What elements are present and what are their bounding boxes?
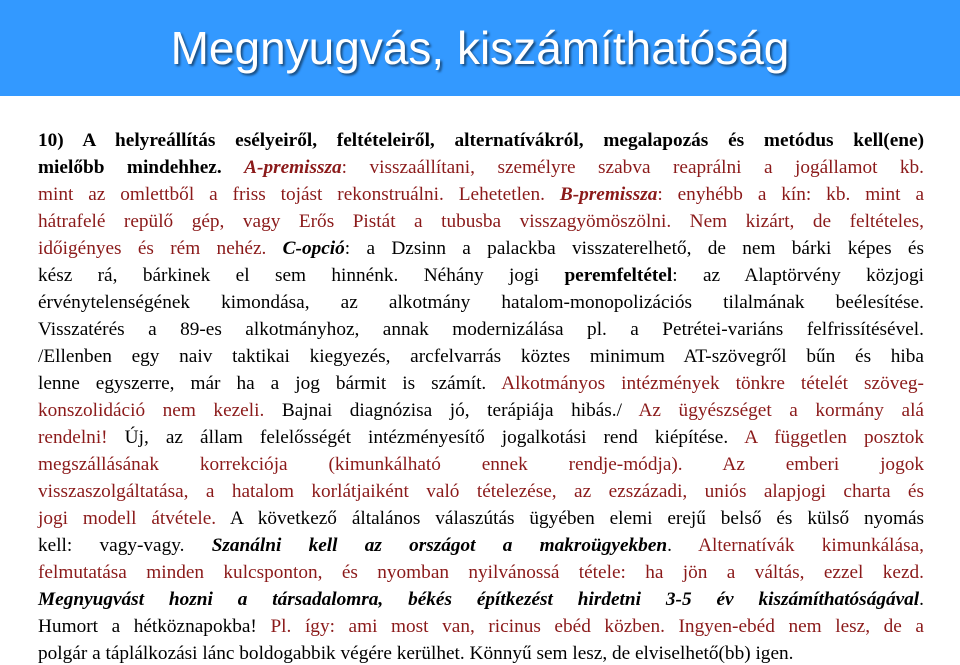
term-c-opcio: C-opció (282, 238, 345, 259)
paragraph-line (38, 505, 924, 532)
paragraph-line (38, 532, 924, 559)
body-text (38, 127, 924, 665)
text-run: jogi modell átvétele. (38, 508, 217, 529)
text-run: visszaszolgáltatása, a hatalom korlátjaiként való tételezése, az ezszázadi, uniós alapjogi charta és (38, 481, 924, 502)
text-run: Visszatérés a 89-es alkotmányhoz, annak modernizálása pl. a Petrétei-variáns felfrissítésével. (38, 319, 924, 340)
text-run: Új, az állam felelősségét intézményesítő jogalkotási rend kiépítése. (124, 427, 729, 448)
text-run: 10) A helyreállítás esélyeiről, feltételeiről, alternatívákról, megalapozás és metódus kell(ene) (38, 130, 924, 151)
text-run: Bajnai diagnózisa jó, terápiája hibás./ (281, 400, 622, 421)
paragraph-line (38, 478, 924, 505)
paragraph-line (38, 397, 924, 424)
emphasis-megnyugvast: Megnyugvást hozni a társadalomra, békés építkezést hirdetni 3-5 év kiszámíthatóságával (38, 589, 920, 610)
paragraph-line (38, 559, 924, 586)
text-run: felmutatása minden kulcsponton, és nyomban nyilvánossá tétele: ha jön a váltás, ezzel kezd. (38, 562, 924, 583)
text-run: : a Dzsinn a palackba visszaterelhető, de nem bárki képes és (344, 238, 924, 259)
paragraph-line (38, 127, 924, 154)
paragraph-line (38, 451, 924, 478)
text-run: Alternatívák kimunkálása, (698, 535, 924, 556)
text-run: mint az omlettből a friss tojást rekonstruálni. Lehetetlen. (38, 184, 545, 205)
text-run: érvénytelenségének kimondása, az alkotmány hatalom-monopolizációs tilalmának beélesítése. (38, 292, 924, 313)
paragraph-line (38, 316, 924, 343)
text-run: : enyhébb a kín: kb. mint a (657, 184, 924, 205)
paragraph-line (38, 613, 924, 640)
paragraph-line (38, 154, 924, 181)
text-run: konszolidáció nem kezeli. (38, 400, 265, 421)
text-run: rendelni! (38, 427, 108, 448)
paragraph-line (38, 424, 924, 451)
text-run: . (667, 535, 672, 556)
text-run: Pl. így: ami most van, ricinus ebéd közben. Ingyen-ebéd nem lesz, de a (270, 616, 924, 637)
text-run: Az ügyészséget a kormány alá (638, 400, 924, 421)
text-run: A független posztok (744, 427, 925, 448)
text-run: időigényes és rém nehéz. (38, 238, 267, 259)
text-run: megszállásának korrekciója (kimunkálható ennek rendje-módja). Az emberi jogok (38, 454, 924, 475)
emphasis-szanalni: Szanálni kell az országot a makroügyekben (211, 535, 668, 556)
paragraph-line (38, 289, 924, 316)
term-peremfeltetel: peremfeltétel (564, 265, 673, 286)
text-run: kész rá, bárkinek el sem hinnénk. Néhány jogi (38, 265, 540, 286)
text-run: A következő általános válaszútás ügyében elemi erejű belső és külső nyomás (229, 508, 924, 529)
slide-title: Megnyugvás, kiszámíthatóság (170, 22, 790, 74)
paragraph-line (38, 181, 924, 208)
text-run: lenne egyszerre, már ha a jog bármit is számít. (38, 373, 487, 394)
paragraph-line (38, 262, 924, 289)
text-run: Humort a hétköznapokba! (38, 616, 257, 637)
paragraph-line (38, 370, 924, 397)
term-b-premissza: B-premissza (559, 184, 658, 205)
text-run: : visszaállítani, személyre szabva reaprálni a jogállamot kb. (341, 157, 925, 178)
paragraph-line (38, 640, 924, 665)
paragraph-line (38, 343, 924, 370)
text-run: polgár a táplálkozási lánc boldogabbik végére kerülhet. Könnyű sem lesz, de elviselhető(bb) igen. (38, 643, 794, 664)
term-a-premissza: A-premissza (244, 157, 342, 178)
text-run: hátrafelé repülő gép, vagy Erős Pistát a tubusba visszagyömöszölni. Nem kizárt, de feltételes, (38, 211, 924, 232)
text-run: : az Alaptörvény közjogi (672, 265, 924, 286)
text-run: . (919, 589, 924, 610)
text-run: /Ellenben egy naiv taktikai kiegyezés, arcfelvarrás köztes minimum AT-szövegről bűn és hiba (38, 346, 924, 367)
text-run: kell: vagy-vagy. (38, 535, 185, 556)
text-run: Alkotmányos intézmények tönkre tételét szöveg- (501, 373, 924, 394)
paragraph-line (38, 586, 924, 613)
paragraph-line (38, 235, 924, 262)
paragraph-line (38, 208, 924, 235)
text-run: mielőbb mindehhez. (38, 157, 222, 178)
